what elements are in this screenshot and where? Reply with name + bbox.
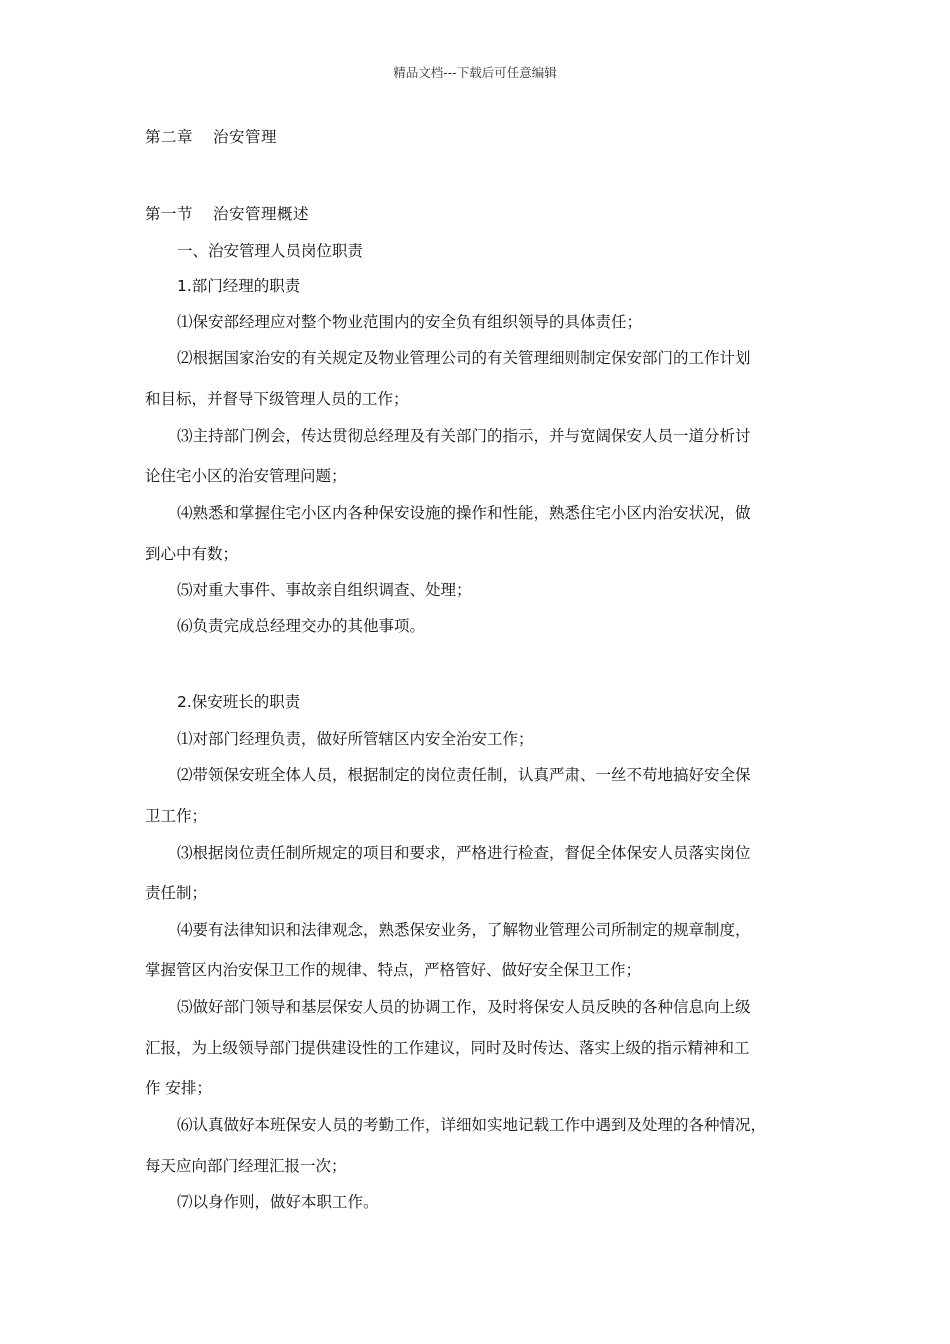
- paragraph-line: ⑸对重大事件、事故亲自组织调查、处理；: [177, 581, 472, 599]
- paragraph-line: ⑷熟悉和掌握住宅小区内各种保安设施的操作和性能，熟悉住宅小区内治安状况，做: [177, 504, 751, 522]
- chapter-title: 治安管理: [213, 128, 278, 146]
- page-header: 精品文档---下载后可任意编辑: [393, 65, 557, 80]
- paragraph-line: 和目标，并督导下级管理人员的工作；: [145, 390, 409, 408]
- paragraph-line: ⑵带领保安班全体人员，根据制定的岗位责任制，认真严肃、一丝不苟地搞好安全保: [177, 766, 751, 784]
- paragraph-line: ⑹负责完成总经理交办的其他事项。: [177, 617, 426, 635]
- section-title: 治安管理概述: [213, 205, 310, 223]
- paragraph-line: ⑴对部门经理负责，做好所管辖区内安全治安工作；: [177, 730, 534, 748]
- paragraph-line: 到心中有数；: [145, 545, 239, 563]
- item-heading: 2.保安班长的职责: [177, 693, 301, 711]
- paragraph-line: ⑷要有法律知识和法律观念，熟悉保安业务，了解物业管理公司所制定的规章制度，: [177, 921, 751, 939]
- chapter-number: 第二章: [145, 128, 194, 146]
- paragraph-line: 作 安排；: [145, 1079, 212, 1097]
- section-heading: [145, 203, 309, 225]
- paragraph-line: ⑺以身作则，做好本职工作。: [177, 1193, 379, 1211]
- paragraph-line: 每天应向部门经理汇报一次；: [145, 1157, 347, 1175]
- section-number: 第一节: [145, 205, 194, 223]
- paragraph-line: ⑹认真做好本班保安人员的考勤工作，详细如实地记载工作中遇到及处理的各种情况，: [177, 1116, 767, 1134]
- item-heading: 1.部门经理的职责: [177, 277, 301, 295]
- paragraph-line: ⑶主持部门例会，传达贯彻总经理及有关部门的指示，并与宽阔保安人员一道分析讨: [177, 427, 751, 445]
- subsection-heading: 一、治安管理人员岗位职责: [177, 242, 364, 260]
- paragraph-line: ⑵根据国家治安的有关规定及物业管理公司的有关管理细则制定保安部门的工作计划: [177, 349, 751, 367]
- paragraph-line: ⑸做好部门领导和基层保安人员的协调工作，及时将保安人员反映的各种信息向上级: [177, 998, 751, 1016]
- paragraph-line: ⑴保安部经理应对整个物业范围内的安全负有组织领导的具体责任；: [177, 313, 643, 331]
- paragraph-line: 责任制；: [145, 884, 208, 902]
- paragraph-line: 论住宅小区的治安管理问题；: [145, 467, 347, 485]
- paragraph-line: 卫工作；: [145, 807, 208, 825]
- chapter-heading: [145, 126, 277, 148]
- paragraph-line: 掌握管区内治安保卫工作的规律、特点，严格管好、做好安全保卫工作；: [145, 961, 642, 979]
- paragraph-line: ⑶根据岗位责任制所规定的项目和要求，严格进行检查，督促全体保安人员落实岗位: [177, 844, 751, 862]
- paragraph-line: 汇报，为上级领导部门提供建设性的工作建议，同时及时传达、落实上级的指示精神和工: [145, 1039, 750, 1057]
